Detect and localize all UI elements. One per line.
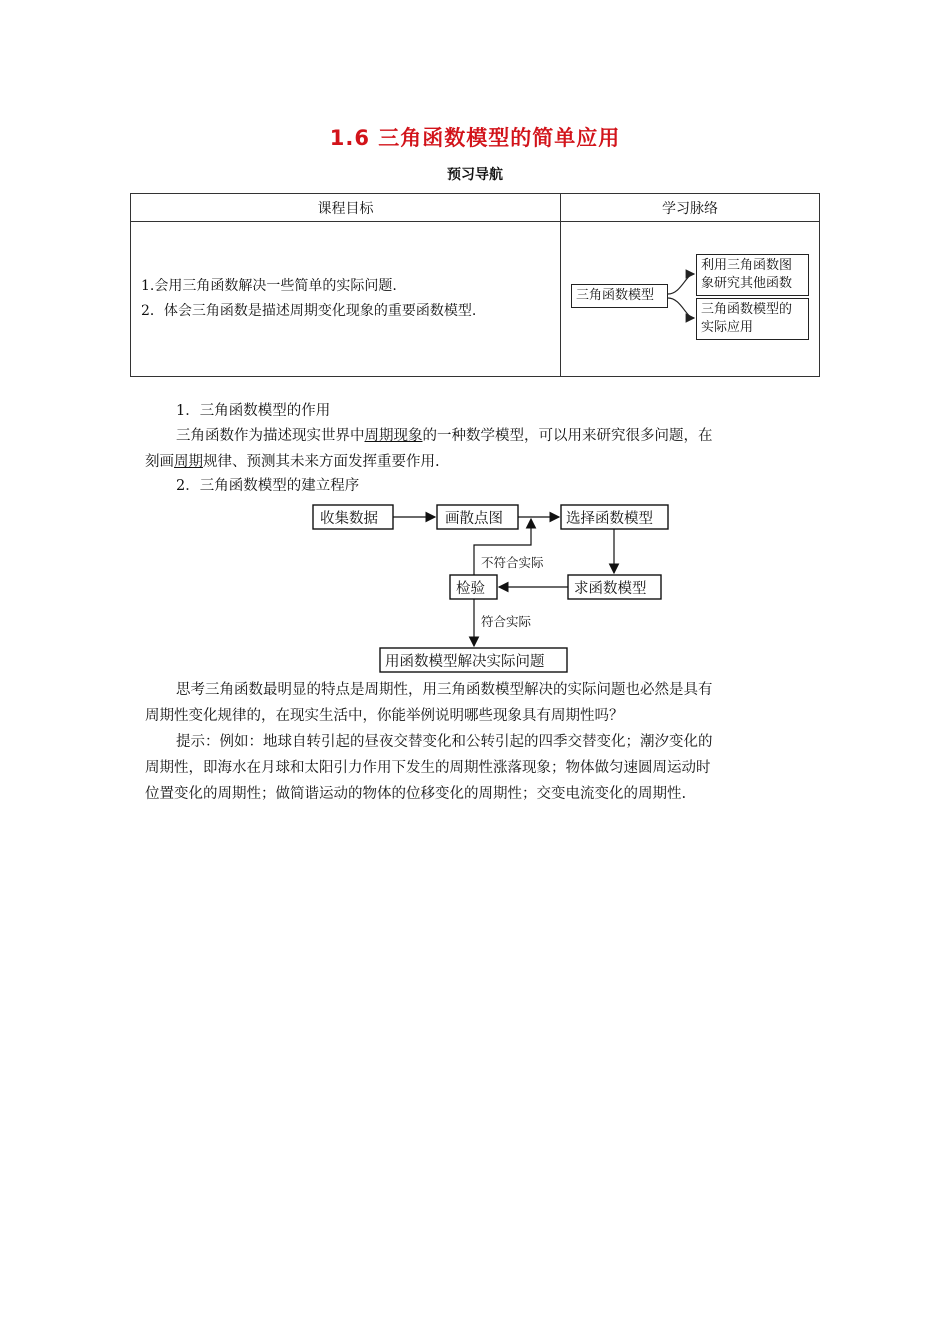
think-paragraph: 思考三角函数最明显的特点是周期性，用三角函数模型解决的实际问题也必然是具有 周期性变化规律的，在现实生活中，你能举例说明哪些现象具有周期性吗？: [145, 682, 713, 724]
mini-flow-root: 三角函数模型: [571, 284, 668, 308]
flow-label-verify: 检验: [456, 581, 485, 597]
section1-body: 三角函数作为描述现实世界中周期现象的一种数学模型，可以用来研究很多问题，在 刻画周期规律、预测其未来方面发挥重要作用.: [145, 428, 713, 470]
goal-item: 2．体会三角函数是描述周期变化现象的重要函数模型.: [141, 303, 477, 319]
flow-label-scatter: 画散点图: [445, 511, 503, 527]
hint-paragraph: 提示：例如：地球自转引起的昼夜交替变化和公转引起的四季交替变化；潮汐变化的 周期性，即海水在月球和太阳引力作用下发生的周期性涨落现象；物体做匀速圆周运动时 位置变化的周期性；做简谐运动的物体的位移变化的周期性；交变电流变化的周期性.: [145, 734, 713, 802]
col-header-goals: 课程目标: [131, 194, 561, 222]
goal-item: 1.会用三角函数解决一些简单的实际问题.: [141, 278, 397, 294]
page-title: 1.6 三角函数模型的简单应用: [329, 126, 621, 150]
section-subtitle: 预习导航: [447, 167, 503, 183]
section2-heading: 2．三角函数模型的建立程序: [176, 478, 360, 494]
flow-label-apply: 用函数模型解决实际问题: [385, 654, 545, 670]
flow-label-not-fit: 不符合实际: [481, 555, 544, 570]
col-header-flow: 学习脉络: [561, 194, 820, 222]
flow-label-solve: 求函数模型: [574, 581, 647, 597]
flow-label-choose: 选择函数模型: [566, 511, 653, 527]
section1-heading: 1．三角函数模型的作用: [176, 403, 331, 419]
flow-cell: [561, 222, 820, 377]
goals-cell: [131, 222, 561, 377]
process-flowchart: [0, 497, 950, 677]
mini-flow-branch-1: 利用三角函数图 象研究其他函数: [696, 254, 809, 296]
preview-nav-table: [130, 193, 820, 377]
mini-flow-branch-2: 三角函数模型的 实际应用: [696, 298, 809, 340]
flow-label-fit: 符合实际: [481, 614, 532, 629]
flow-label-collect: 收集数据: [320, 511, 378, 527]
